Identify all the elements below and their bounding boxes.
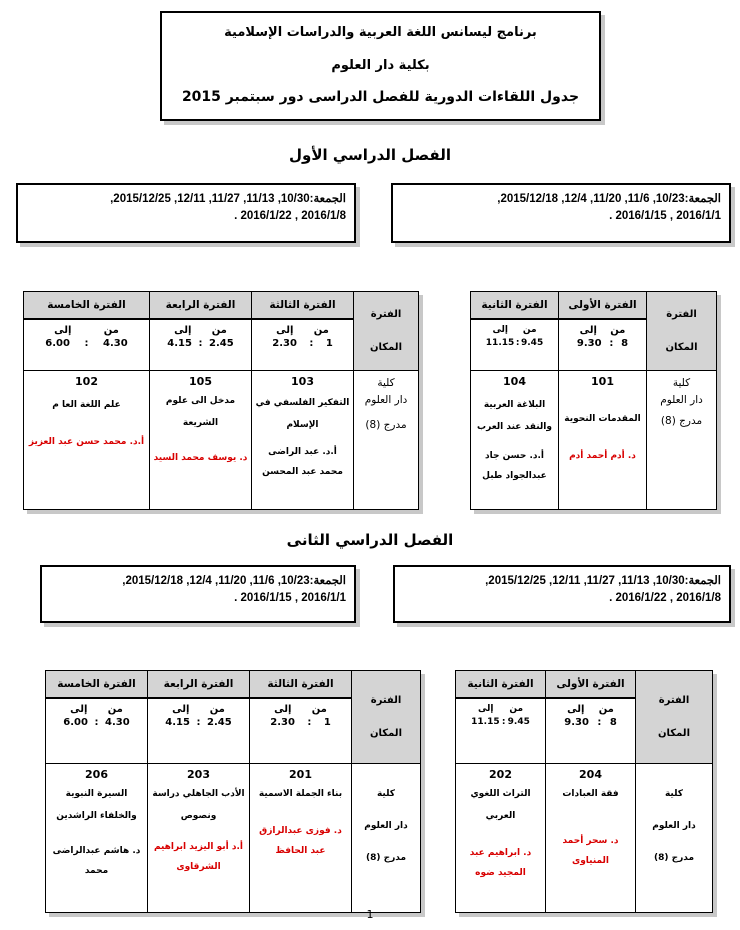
item: مدرج (8) [365, 853, 407, 863]
time-to: 6.00 [63, 717, 88, 728]
place-label: المكان [370, 728, 402, 739]
room-number: 201 [289, 768, 312, 781]
instructor-name: د. يوسف محمد السيد [153, 453, 248, 463]
from-label: من [103, 325, 119, 336]
time-to: 2.30 [270, 717, 295, 728]
course-cell [46, 764, 148, 913]
period-header: الفترة الثالثة [250, 671, 352, 699]
course-name: التفكير الفلسفي في الإسلام [255, 398, 350, 430]
period-header: الفترة الخامسة [46, 671, 148, 699]
instructor-name: أ.د. عبد الراضى محمد عبد المحسن [262, 447, 343, 477]
item: مدرج (8) [365, 419, 407, 431]
instructor-name: د. سحر أحمد المنياوى [562, 836, 619, 866]
course-cell [148, 764, 250, 913]
course-cell [150, 371, 252, 510]
time-to: 9.30 [564, 717, 589, 728]
time-to: 11.15 [471, 717, 500, 727]
time-from: 2.45 [209, 338, 234, 349]
instructor-name: د. هاشم عبدالراضى محمد [52, 846, 141, 876]
from-label: من [209, 704, 225, 715]
time-from: 2.45 [207, 717, 232, 728]
room-number: 103 [291, 375, 314, 388]
time-to: 4.15 [167, 338, 192, 349]
to-label: إلى [174, 325, 192, 336]
item: مدرج (8) [653, 853, 695, 863]
time-to: 4.15 [165, 717, 190, 728]
dates-line-1: الجمعة:10/30, 11/13, 11/27, 12/11, 2015/12/25, [485, 575, 721, 587]
from-label: من [522, 325, 537, 335]
item: دار العلوم [364, 394, 408, 406]
item: كلية [376, 789, 396, 799]
course-name: المقدمات النحوية [564, 414, 641, 424]
room-number: 105 [189, 375, 212, 388]
course-name: التراث اللغوي العربي [470, 789, 531, 821]
place-cell [354, 371, 419, 510]
sem2-table-morning [455, 670, 713, 913]
instructor-name: د. ابراهيم عبد المجيد ضوه [469, 848, 532, 878]
course-name: السيرة النبوية والخلفاء الراشدين [56, 789, 137, 821]
semester-1-title: الفصل الدراسي الأول [289, 146, 451, 164]
instructor-name: د. أدم أحمد أدم [569, 451, 636, 461]
dates-line-2: 2016/1/8 , 2016/1/22 . [609, 592, 721, 604]
time-cell: من إلى 8 : 9.30 [546, 698, 636, 764]
item: مدرج (8) [660, 415, 703, 427]
time-from: 8 [621, 338, 629, 349]
dates-line-2: 2016/1/1 , 2016/1/15 . [234, 592, 346, 604]
time-cell: من إلى 2.45 : 4.15 [148, 698, 250, 764]
course-cell [24, 371, 150, 510]
instructor-name: د. فوزى عبدالرازق عبد الحافظ [259, 826, 342, 856]
place-label: المكان [665, 342, 698, 353]
to-label: إلى [579, 325, 597, 336]
room-number: 101 [591, 375, 614, 388]
course-cell [252, 371, 354, 510]
from-label: من [311, 704, 327, 715]
period-header: الفترة الخامسة [24, 292, 150, 320]
to-label: إلى [567, 704, 585, 715]
time-from: 8 [609, 717, 617, 728]
dates-line-1: الجمعة:10/30, 11/13, 11/27, 12/11, 2015/12/25, [110, 193, 346, 205]
place-label: المكان [658, 728, 690, 739]
to-label: إلى [172, 704, 190, 715]
corner-cell [352, 671, 421, 764]
period-label: الفترة [666, 309, 697, 320]
time-cell: من إلى 1 : 2.30 [250, 698, 352, 764]
room-number: 206 [85, 768, 108, 781]
dates-line-1: الجمعة:10/23, 11/6, 11/20, 12/4, 2015/12/18, [122, 575, 346, 587]
time-cell: من إلى 4.30 : 6.00 [46, 698, 148, 764]
time-from: 9.45 [507, 717, 530, 727]
item: كلية [664, 789, 684, 799]
item: كلية [672, 377, 691, 389]
time-to: 9.30 [576, 338, 602, 349]
from-label: من [313, 325, 329, 336]
sem2-table-afternoon [45, 670, 421, 913]
to-label: إلى [54, 325, 72, 336]
time-to: 6.00 [45, 338, 70, 349]
time-cell: من إلى 8 : 9.30 [559, 319, 647, 371]
from-label: من [211, 325, 227, 336]
course-name: علم اللغة العا م [52, 400, 121, 410]
room-number: 203 [187, 768, 210, 781]
time-cell: من إلى 4.30 : 6.00 [24, 319, 150, 371]
instructor-name: أ.د. حسن جاد عبدالجواد طبل [482, 451, 547, 481]
period-header: الفترة الرابعة [148, 671, 250, 699]
period-header: الفترة الثالثة [252, 292, 354, 320]
period-header: الفترة الأولى [559, 292, 647, 320]
time-from: 1 [323, 717, 331, 728]
period-header: الفترة الرابعة [150, 292, 252, 320]
course-name: مدخل الى علوم الشريعة [165, 396, 236, 428]
time-cell: من إلى 9.45 : 11.15 [456, 698, 546, 764]
instructor-name: أ.د. محمد حسن عبد العزيز [28, 437, 145, 447]
period-label: الفترة [370, 695, 402, 706]
sem1-table-afternoon [23, 291, 419, 510]
faculty-name: بكلية دار العلوم [331, 58, 430, 73]
sem1-dates-right [391, 183, 731, 243]
to-label: إلى [274, 704, 292, 715]
period-label: الفترة [370, 309, 402, 320]
time-from: 4.30 [105, 717, 130, 728]
course-cell [456, 764, 546, 913]
time-cell: من إلى 9.45 : 11.15 [471, 319, 559, 371]
time-from: 4.30 [103, 338, 128, 349]
period-header: الفترة الثانية [471, 292, 559, 320]
course-cell [471, 371, 559, 510]
to-label: إلى [276, 325, 294, 336]
corner-cell [354, 292, 419, 371]
item: دار العلوم [660, 394, 703, 406]
place-cell [352, 764, 421, 913]
program-title: برنامج ليسانس اللغة العربية والدراسات الإسلامية [224, 25, 537, 40]
page-number: 1 [366, 908, 374, 921]
course-name: بناء الجملة الاسمية [258, 789, 343, 799]
corner-cell [647, 292, 717, 371]
dates-line-2: 2016/1/1 , 2016/1/15 . [609, 210, 721, 222]
sem1-dates-left [16, 183, 356, 243]
course-cell [546, 764, 636, 913]
from-label: من [509, 704, 524, 714]
period-header: الفترة الثانية [456, 671, 546, 699]
room-number: 104 [503, 375, 526, 388]
time-from: 9.45 [521, 338, 544, 348]
to-label: إلى [70, 704, 88, 715]
room-number: 202 [489, 768, 512, 781]
from-label: من [598, 704, 614, 715]
item: دار العلوم [652, 821, 696, 831]
room-number: 204 [579, 768, 602, 781]
place-label: المكان [370, 342, 402, 353]
time-cell: من إلى 1 : 2.30 [252, 319, 354, 371]
time-cell: من إلى 2.45 : 4.15 [150, 319, 252, 371]
course-cell [250, 764, 352, 913]
time-to: 2.30 [272, 338, 297, 349]
time-to: 11.15 [485, 338, 515, 348]
sem2-dates-right [393, 565, 731, 623]
to-label: إلى [477, 704, 494, 714]
dates-line-2: 2016/1/8 , 2016/1/22 . [234, 210, 346, 222]
sem1-table-morning [470, 291, 717, 510]
from-label: من [610, 325, 626, 336]
course-cell [559, 371, 647, 510]
to-label: إلى [492, 325, 509, 335]
from-label: من [107, 704, 123, 715]
corner-cell [636, 671, 713, 764]
instructor-name: أ.د أبو اليزيد ابراهيم الشرقاوى [153, 842, 244, 872]
course-name: فقة العبادات [562, 789, 619, 799]
course-name: الأدب الجاهلي دراسة ونصوص [152, 789, 245, 821]
period-label: الفترة [658, 695, 690, 706]
dates-line-1: الجمعة:10/23, 11/6, 11/20, 12/4, 2015/12/18, [497, 193, 721, 205]
course-name: البلاغة العربية والنقد عند العرب [477, 400, 552, 432]
sem2-dates-left [40, 565, 356, 623]
time-from: 1 [325, 338, 333, 349]
place-cell [636, 764, 713, 913]
item: دار العلوم [364, 821, 408, 831]
place-cell [647, 371, 717, 510]
semester-2-title: الفصل الدراسي الثانى [286, 531, 454, 549]
header-box [160, 11, 601, 121]
schedule-title: جدول اللقاءات الدورية للفصل الدراسى دور سبتمبر 2015 [181, 89, 580, 105]
room-number: 102 [75, 375, 98, 388]
period-header: الفترة الأولى [546, 671, 636, 699]
item: كلية [377, 377, 395, 389]
